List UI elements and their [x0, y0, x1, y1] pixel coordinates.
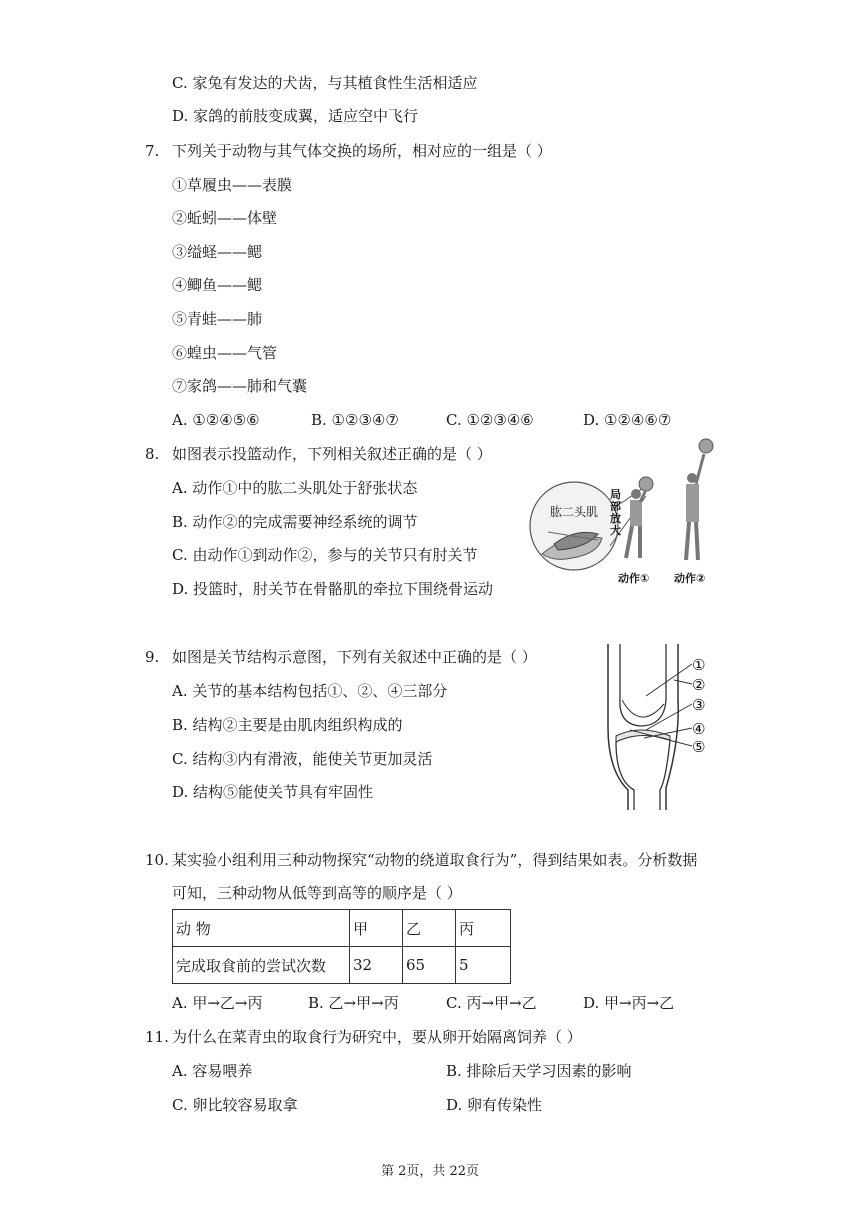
label-line	[646, 704, 692, 730]
zoom-label-char: 大	[610, 524, 621, 537]
q7-stem: 下列关于动物与其气体交换的场所，相对应的一组是（ ）	[172, 142, 552, 160]
basketball-figure	[528, 436, 724, 592]
q9-option-b: B. 结构②主要是由肌肉组织构成的	[172, 716, 403, 734]
q11-option-d: D. 卵有传染性	[446, 1096, 543, 1114]
q9-option-c: C. 结构③内有滑液，能使关节更加灵活	[172, 750, 433, 768]
table-cell: 甲	[350, 910, 403, 947]
player2-arm	[696, 454, 704, 484]
label-line	[646, 664, 692, 696]
table-cell: 丙	[456, 910, 511, 947]
q11-stem: 为什么在菜青虫的取食行为研究中，要从卵开始隔离饲养（ ）	[172, 1028, 582, 1046]
table-row	[173, 947, 511, 984]
player1-head	[631, 489, 641, 499]
q7-option-a: A. ①②④⑤⑥	[172, 411, 260, 429]
q7-item: ①草履虫——表膜	[172, 176, 293, 194]
q9-option-a: A. 关节的基本结构包括①、②、④三部分	[172, 682, 448, 700]
joint-label: ②	[692, 676, 706, 694]
zoom-label-char: 部	[610, 500, 621, 513]
q7-item: ④鲫鱼——鳃	[172, 276, 263, 294]
joint-label: ④	[692, 720, 706, 738]
joint-label: ⑤	[692, 738, 706, 756]
player1-body	[630, 500, 642, 526]
joint-socket	[616, 740, 670, 810]
q8-option-b: B. 动作②的完成需要神经系统的调节	[172, 513, 418, 531]
player2-leg	[686, 522, 689, 560]
q6-option-c: C. 家兔有发达的犬齿，与其植食性生活相适应	[172, 74, 478, 92]
basketball-2	[699, 439, 713, 453]
cartilage-line	[622, 700, 664, 717]
results-table	[172, 909, 511, 984]
joint-label: ①	[692, 656, 706, 674]
basketball-1	[639, 477, 653, 491]
q8-option-d: D. 投篮时，肘关节在骨骼肌的牵拉下围绕骨运动	[172, 580, 494, 598]
zoom-label-char: 放	[610, 512, 621, 525]
q8-number: 8.	[145, 445, 160, 463]
player1-leg	[626, 526, 632, 558]
q10-option-a: A. 甲→乙→丙	[172, 994, 263, 1012]
q10-option-b: B. 乙→甲→丙	[308, 994, 399, 1012]
action1-label: 动作①	[618, 572, 650, 585]
q7-item: ⑤青蛙——肺	[172, 310, 263, 328]
q7-item: ⑦家鸽——肺和气囊	[172, 377, 308, 395]
joint-head	[620, 644, 666, 726]
player2-leg	[696, 522, 698, 560]
joint-capsule	[608, 644, 678, 810]
q7-option-b: B. ①②③④⑦	[311, 411, 399, 429]
muscle-label: 肱二头肌	[550, 505, 599, 519]
q10-number: 10.	[145, 851, 169, 869]
q9-option-d: D. 结构⑤能使关节具有牢固性	[172, 783, 374, 801]
joint-socket-cartilage	[616, 730, 670, 742]
q7-item: ③缢蛏——鳃	[172, 243, 263, 261]
label-line	[674, 680, 692, 684]
q7-item: ②蚯蚓——体壁	[172, 209, 278, 227]
q7-number: 7.	[145, 142, 160, 160]
q10-stem-line2: 可知，三种动物从低等到高等的顺序是（ ）	[172, 884, 462, 902]
zoom-label-char: 局	[610, 488, 621, 501]
q11-option-b: B. 排除后天学习因素的影响	[446, 1062, 632, 1080]
table-header-row	[173, 910, 511, 947]
table-cell: 32	[350, 947, 403, 984]
table-cell: 完成取食前的尝试次数	[173, 947, 350, 984]
q11-number: 11.	[145, 1028, 169, 1046]
q7-item: ⑥蝗虫——气管	[172, 344, 278, 362]
q9-number: 9.	[145, 648, 160, 666]
q11-option-c: C. 卵比较容易取拿	[172, 1096, 298, 1114]
action2-label: 动作②	[674, 572, 706, 585]
q6-option-d: D. 家鸽的前肢变成翼，适应空中飞行	[172, 107, 419, 125]
q10-option-c: C. 丙→甲→乙	[446, 994, 537, 1012]
table-cell: 乙	[403, 910, 456, 947]
table-cell: 5	[456, 947, 511, 984]
joint-diagram	[600, 640, 716, 812]
q10-option-d: D. 甲→丙→乙	[583, 994, 675, 1012]
q7-option-d: D. ①②④⑥⑦	[583, 411, 672, 429]
q10-stem-line1: 某实验小组利用三种动物探究“动物的绕道取食行为”，得到结果如表。分析数据	[172, 851, 698, 869]
q8-option-c: C. 由动作①到动作②，参与的关节只有肘关节	[172, 546, 478, 564]
q8-option-a: A. 动作①中的肱二头肌处于舒张状态	[172, 479, 418, 497]
q9-stem: 如图是关节结构示意图，下列有关叙述中正确的是（ ）	[172, 648, 537, 666]
joint-label: ③	[692, 696, 706, 714]
q7-option-c: C. ①②③④⑥	[446, 411, 534, 429]
q11-option-a: A. 容易喂养	[172, 1062, 253, 1080]
player2-body	[686, 484, 699, 522]
table-cell: 动 物	[173, 910, 350, 947]
q8-stem: 如图表示投篮动作，下列相关叙述正确的是（ ）	[172, 445, 492, 463]
page-footer: 第 2页，共 22页	[380, 1164, 480, 1179]
table-cell: 65	[403, 947, 456, 984]
